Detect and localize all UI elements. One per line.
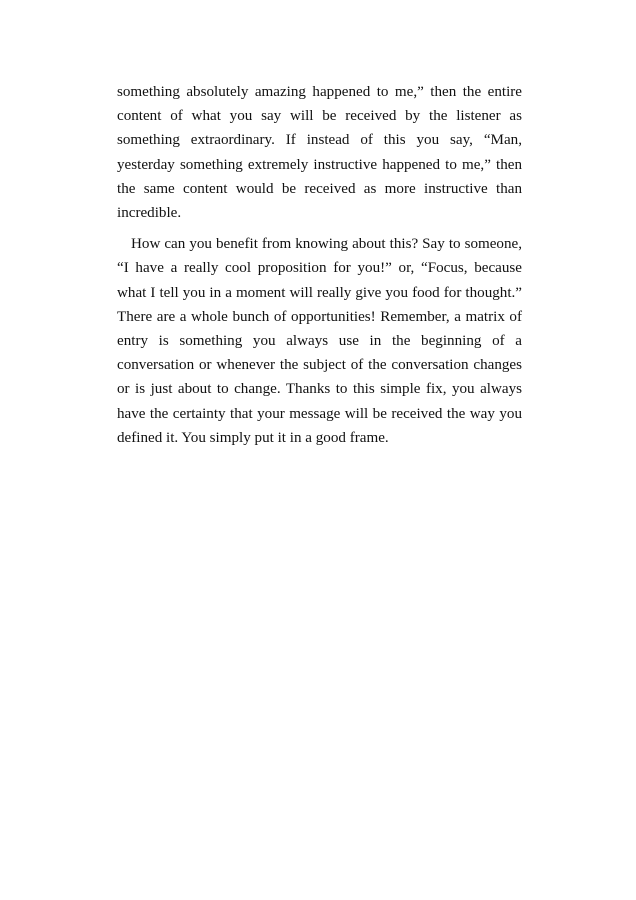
paragraph: How can you benefit from knowing about this? Say to someone, “I have a really cool proposition for you!” or, “Focus, because what I tell you in a moment will really give you food for thought.” There are a whole bunch of opportunities! Remember, a matrix of entry is something you always use in the beginning of a conversation or whenever the subject of the conversation changes or is just about to change. Thanks to this simple fix, you always have the certainty that your message will be received the way you defined it. You simply put it in a good frame.	[117, 236, 522, 446]
paragraph-continuation: something absolutely amazing happened to me,” then the entire content of what you say will be received by the listener as something extraordinary. If instead of this you say, “Man, yesterday something extremely instructive happened to me,” then the same content would be received as more instructive than incredible.	[117, 84, 522, 222]
body-text	[117, 80, 522, 450]
